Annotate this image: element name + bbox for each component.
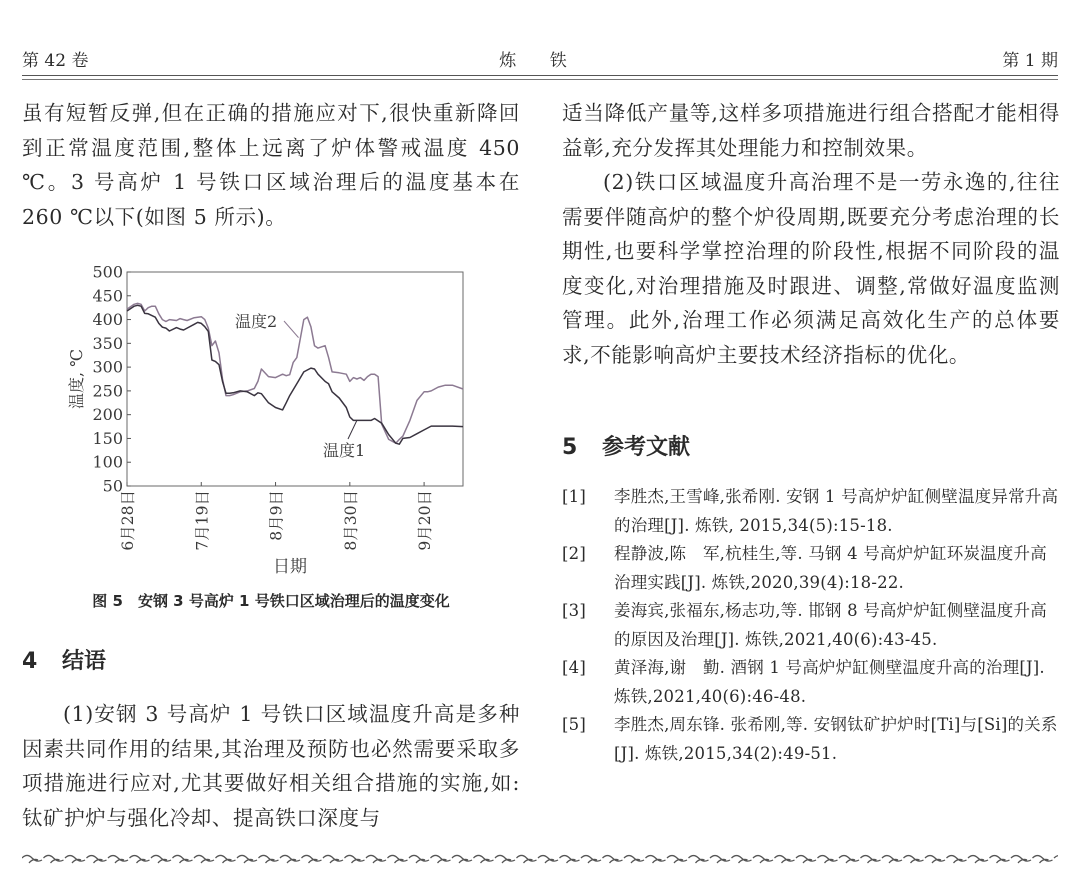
reference-number: [4]	[562, 658, 586, 677]
reference-item	[562, 711, 1062, 768]
section-title: 结语	[62, 649, 107, 674]
x-tick-label: 8月30日	[341, 490, 360, 551]
reference-item	[562, 654, 1062, 711]
reference-text: 黄泽海,谢 勤. 酒钢 1 号高炉炉缸侧壁温度升高的治理[J]. 炼铁,2021,40(6):46-48.	[614, 658, 1045, 706]
section-title: 参考文献	[602, 435, 691, 460]
conclusion-1-paragraph: (1)安钢 3 号高炉 1 号铁口区域温度升高是多种因素共同作用的结果,其治理及预防也必然需要采取多项措施进行应对,尤其要做好相关组合措施的实施,如:钛矿护炉与强化冷却、提高铁口深度与	[22, 702, 520, 830]
x-tick-label: 6月28日	[119, 490, 137, 551]
x-tick-label: 9月20日	[416, 490, 435, 551]
wavy-rope-icon	[22, 852, 1058, 868]
y-tick-label: 500	[92, 262, 123, 282]
conclusion-2-paragraph: (2)铁口区域温度升高治理不是一劳永逸的,往往需要伴随高炉的整个炉役周期,既要充分考虑治理的长期性,也要科学掌控治理的阶段性,根据不同阶段的温度变化,对治理措施及时跟进、调整,常做好温度监测管理。此外,治理工作必须满足高效化生产的总体要求,不能影响高炉主要技术经济指标的优化。	[562, 170, 1060, 367]
reference-list	[562, 483, 1062, 768]
conclusion-1-continued: 适当降低产量等,这样多项措施进行组合搭配才能相得益彰,充分发挥其处理能力和控制效果。	[562, 101, 1060, 160]
reference-number: [1]	[562, 487, 586, 506]
leader-line	[284, 321, 299, 338]
issue-label: 第 1 期	[1002, 51, 1058, 71]
x-axis-label: 日期	[273, 557, 307, 577]
left-column-conclusion	[22, 697, 520, 835]
y-tick-label: 200	[92, 405, 123, 425]
x-tick-label: 7月19日	[193, 490, 212, 551]
running-head	[22, 42, 1058, 72]
header-double-rule	[22, 75, 1058, 80]
figure-caption: 图 5 安钢 3 号高炉 1 号铁口区域治理后的温度变化	[92, 592, 450, 610]
y-tick-label: 250	[92, 381, 123, 401]
reference-item	[562, 540, 1062, 597]
reference-text: 李胜杰,王雪峰,张希刚. 安钢 1 号高炉炉缸侧壁温度异常升高的治理[J]. 炼铁, 2015,34(5):15-18.	[614, 487, 1059, 535]
section-number: 4	[22, 649, 38, 674]
reference-number: [2]	[562, 544, 586, 563]
series-line-温度1	[127, 305, 463, 444]
section-4-heading	[22, 644, 106, 675]
reference-text: 李胜杰,周东锋. 张希刚,等. 安钢钛矿护炉时[Ti]与[Si]的关系[J]. 炼铁,2015,34(2):49-51.	[614, 715, 1058, 763]
y-tick-label: 150	[92, 428, 123, 448]
y-tick-label: 350	[92, 333, 123, 353]
journal-title: 炼 铁	[499, 51, 581, 71]
temperature-line-chart	[60, 258, 480, 583]
reference-text: 姜海宾,张福东,杨志功,等. 邯钢 8 号高炉炉缸侧壁温度升高的原因及治理[J]. 炼铁,2021,40(6):43-45.	[614, 601, 1047, 649]
reference-number: [5]	[562, 715, 586, 734]
y-tick-label: 100	[92, 452, 123, 472]
left-column	[22, 96, 520, 234]
y-tick-label: 300	[92, 357, 123, 377]
right-column	[562, 96, 1060, 372]
footer-ornament-divider	[22, 852, 1058, 868]
reference-item	[562, 597, 1062, 654]
plot-frame	[127, 272, 463, 486]
section-5-heading	[562, 430, 690, 461]
y-tick-label: 450	[92, 286, 123, 306]
section-number: 5	[562, 435, 578, 460]
reference-item	[562, 483, 1062, 540]
y-tick-label: 50	[102, 476, 123, 496]
volume-label: 第 42 卷	[22, 51, 89, 71]
y-axis-label: 温度, ℃	[67, 348, 86, 410]
y-tick-label: 400	[92, 310, 123, 330]
x-tick-label: 8月9日	[267, 490, 286, 541]
leader-line	[348, 420, 357, 439]
intro-paragraph: 虽有短暂反弹,但在正确的措施应对下,很快重新降回到正常温度范围,整体上远离了炉体警戒温度 450 ℃。3 号高炉 1 号铁口区域治理后的温度基本在 260 ℃以下(如图 5 所示)。	[22, 101, 520, 229]
series-line-温度2	[127, 303, 463, 443]
figure-5-chart	[60, 258, 480, 583]
reference-text: 程静波,陈 军,杭桂生,等. 马钢 4 号高炉炉缸环炭温度升高治理实践[J]. 炼铁,2020,39(4):18-22.	[614, 544, 1047, 592]
series-label-temp1: 温度1	[323, 441, 366, 460]
series-label-temp2: 温度2	[235, 312, 278, 331]
reference-number: [3]	[562, 601, 586, 620]
